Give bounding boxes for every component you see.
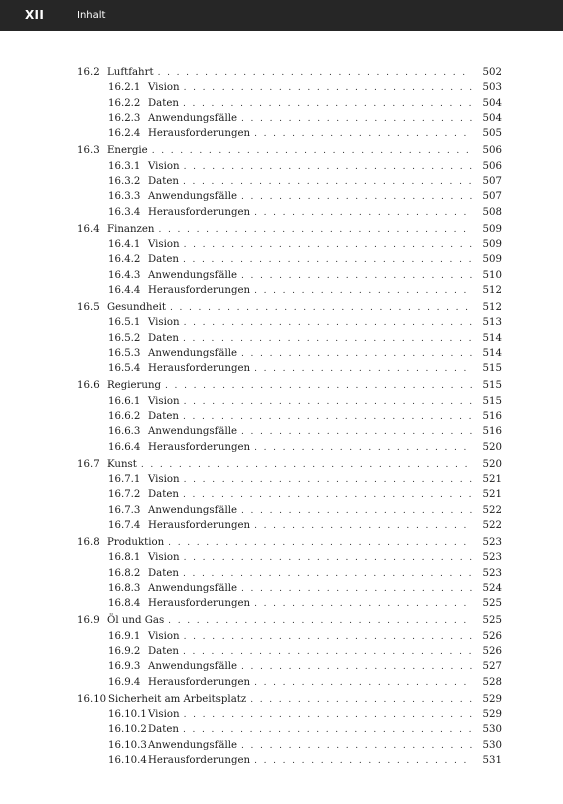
dot-leader: [254, 284, 472, 299]
entry-title: Anwendungsfälle: [148, 268, 241, 283]
entry-title: Herausforderungen: [148, 518, 254, 533]
entry-page-number: 504: [482, 113, 502, 125]
entry-title: Produktion: [107, 535, 168, 550]
dot-leader: [241, 112, 472, 127]
toc-subsection-entry[interactable]: [77, 80, 502, 95]
dot-leader: [250, 693, 472, 708]
entry-title: Anwendungsfälle: [148, 503, 241, 518]
toc-section-entry[interactable]: [77, 378, 502, 393]
entry-page-number: 506: [482, 160, 502, 172]
entry-title: Vision: [148, 629, 184, 644]
entry-title: Vision: [148, 394, 184, 409]
entry-number: 16.5: [77, 301, 100, 313]
entry-title: Sicherheit am Arbeitsplatz: [108, 692, 250, 707]
entry-number: 16.8.2: [108, 567, 141, 579]
entry-title: Daten: [148, 331, 183, 346]
toc-subsection-entry[interactable]: [77, 550, 502, 565]
dot-leader: [241, 425, 472, 440]
entry-page-number: 520: [482, 441, 502, 453]
entry-number: 16.7.3: [108, 504, 141, 516]
header-section-title: Inhalt: [77, 10, 106, 21]
entry-page-number: 516: [482, 426, 502, 438]
dot-leader: [254, 676, 472, 691]
entry-page-number: 510: [482, 269, 502, 281]
entry-number: 16.2: [77, 67, 100, 78]
entry-title: Anwendungsfälle: [148, 581, 241, 596]
entry-title: Daten: [148, 96, 183, 111]
dot-leader: [184, 630, 472, 645]
entry-number: 16.8: [77, 536, 100, 548]
toc-subsection-entry[interactable]: [77, 566, 502, 581]
toc-subsection-entry[interactable]: [77, 331, 502, 346]
entry-title: Daten: [148, 174, 183, 189]
dot-leader: [241, 739, 472, 754]
entry-page-number: 509: [482, 238, 502, 250]
entry-page-number: 529: [482, 708, 502, 720]
entry-page-number: 524: [482, 582, 502, 594]
entry-number: 16.2.4: [108, 128, 141, 140]
toc-subsection-entry[interactable]: [77, 707, 502, 722]
toc-subsection-entry[interactable]: [77, 268, 502, 283]
dot-leader: [254, 441, 472, 456]
dot-leader: [184, 708, 472, 723]
dot-leader: [184, 395, 472, 410]
entry-title: Vision: [148, 550, 184, 565]
entry-title: Herausforderungen: [148, 440, 254, 455]
entry-page-number: 522: [482, 504, 502, 516]
toc-subsection-entry[interactable]: [77, 96, 502, 111]
entry-title: Daten: [148, 644, 183, 659]
toc-section-entry[interactable]: [77, 457, 502, 472]
toc-subsection-entry[interactable]: [77, 675, 502, 690]
entry-title: Anwendungsfälle: [148, 659, 241, 674]
dot-leader: [241, 347, 472, 362]
entry-page-number: 516: [482, 410, 502, 422]
entry-number: 16.3.4: [108, 206, 141, 218]
dot-leader: [158, 66, 472, 81]
entry-title: Energie: [107, 143, 152, 158]
entry-page-number: 512: [482, 301, 502, 313]
dot-leader: [254, 754, 472, 769]
entry-title: Gesundheit: [107, 300, 170, 315]
toc-subsection-entry[interactable]: [77, 111, 502, 126]
entry-page-number: 521: [482, 473, 502, 485]
entry-title: Anwendungsfälle: [148, 189, 241, 204]
entry-page-number: 504: [482, 97, 502, 109]
entry-title: Anwendungsfälle: [148, 424, 241, 439]
toc-subsection-entry[interactable]: [77, 596, 502, 611]
entry-page-number: 525: [482, 598, 502, 610]
dot-leader: [183, 567, 472, 582]
entry-title: Anwendungsfälle: [148, 346, 241, 361]
entry-number: 16.9.3: [108, 661, 141, 673]
entry-number: 16.3: [77, 145, 100, 157]
entry-page-number: 525: [482, 615, 502, 627]
dot-leader: [254, 519, 472, 534]
toc-subsection-entry[interactable]: [77, 487, 502, 502]
entry-number: 16.9.1: [108, 630, 141, 642]
entry-page-number: 520: [482, 458, 502, 470]
entry-number: 16.10.4: [108, 754, 147, 766]
toc-subsection-entry[interactable]: [77, 361, 502, 376]
entry-page-number: 513: [482, 317, 502, 329]
dot-leader: [183, 645, 472, 660]
entry-title: Herausforderungen: [148, 205, 254, 220]
entry-page-number: 528: [482, 676, 502, 688]
entry-number: 16.5.4: [108, 363, 141, 375]
entry-number: 16.6.4: [108, 441, 141, 453]
dot-leader: [152, 144, 472, 159]
toc-subsection-entry[interactable]: [77, 424, 502, 439]
toc-subsection-entry[interactable]: [77, 738, 502, 753]
dot-leader: [183, 723, 472, 738]
toc-subsection-entry[interactable]: [77, 629, 502, 644]
entry-page-number: 522: [482, 519, 502, 531]
entry-page-number: 521: [482, 489, 502, 501]
toc-subsection-entry[interactable]: [77, 659, 502, 674]
entry-number: 16.6.2: [108, 410, 141, 422]
entry-number: 16.5.2: [108, 332, 141, 344]
toc-subsection-entry[interactable]: [77, 126, 502, 141]
dot-leader: [165, 379, 472, 394]
entry-number: 16.2.2: [108, 97, 141, 109]
entry-number: 16.7.1: [108, 473, 141, 485]
toc-section-entry[interactable]: [77, 300, 502, 315]
toc-subsection-entry[interactable]: [77, 753, 502, 768]
toc-subsection-entry[interactable]: [77, 315, 502, 330]
entry-number: 16.9.2: [108, 645, 141, 657]
entry-title: Herausforderungen: [148, 126, 254, 141]
entry-title: Vision: [148, 472, 184, 487]
dot-leader: [183, 332, 472, 347]
entry-page-number: 502: [482, 67, 502, 78]
entry-number: 16.10.1: [108, 708, 147, 720]
entry-number: 16.8.3: [108, 582, 141, 594]
dot-leader: [254, 597, 472, 612]
dot-leader: [168, 614, 472, 629]
toc-section-entry[interactable]: [77, 613, 502, 628]
entry-page-number: 523: [482, 552, 502, 564]
entry-title: Vision: [148, 237, 184, 252]
dot-leader: [184, 316, 472, 331]
entry-number: 16.3.2: [108, 176, 141, 187]
toc-subsection-entry[interactable]: [77, 644, 502, 659]
entry-page-number: 531: [482, 754, 502, 766]
entry-page-number: 523: [482, 567, 502, 579]
dot-leader: [141, 458, 472, 473]
entry-page-number: 527: [482, 661, 502, 673]
toc-subsection-entry[interactable]: [77, 394, 502, 409]
toc-subsection-entry[interactable]: [77, 503, 502, 518]
entry-number: 16.2.3: [108, 113, 141, 125]
dot-leader: [241, 269, 472, 284]
toc-subsection-entry[interactable]: [77, 283, 502, 298]
entry-page-number: 509: [482, 254, 502, 266]
entry-number: 16.5.3: [108, 347, 141, 359]
entry-title: Anwendungsfälle: [148, 111, 241, 126]
dot-leader: [241, 190, 472, 205]
entry-page-number: 503: [482, 82, 502, 94]
entry-page-number: 526: [482, 645, 502, 657]
entry-number: 16.6.1: [108, 395, 141, 407]
toc-subsection-entry[interactable]: [77, 159, 502, 174]
entry-title: Vision: [148, 159, 184, 174]
entry-number: 16.7.2: [108, 489, 141, 501]
entry-number: 16.3.3: [108, 191, 141, 203]
toc-section-entry[interactable]: [77, 692, 502, 707]
entry-title: Daten: [148, 252, 183, 267]
entry-number: 16.7.4: [108, 519, 141, 531]
entry-title: Herausforderungen: [148, 753, 254, 768]
dot-leader: [183, 97, 472, 112]
table-of-contents: [77, 65, 502, 768]
entry-number: 16.4.2: [108, 254, 141, 266]
entry-title: Anwendungsfälle: [148, 738, 241, 753]
entry-number: 16.4.3: [108, 269, 141, 281]
dot-leader: [184, 238, 472, 253]
entry-title: Vision: [148, 80, 184, 95]
entry-title: Vision: [148, 707, 184, 722]
entry-page-number: 514: [482, 347, 502, 359]
running-header: [0, 0, 563, 31]
toc-section-entry[interactable]: [77, 222, 502, 237]
entry-title: Finanzen: [107, 222, 158, 237]
entry-number: 16.7: [77, 458, 100, 470]
entry-number: 16.6: [77, 380, 100, 392]
entry-page-number: 507: [482, 191, 502, 203]
entry-title: Daten: [148, 409, 183, 424]
entry-page-number: 526: [482, 630, 502, 642]
toc-subsection-entry[interactable]: [77, 252, 502, 267]
entry-page-number: 508: [482, 206, 502, 218]
toc-subsection-entry[interactable]: [77, 581, 502, 596]
toc-subsection-entry[interactable]: [77, 237, 502, 252]
entry-number: 16.10.3: [108, 739, 147, 751]
dot-leader: [168, 536, 472, 551]
dot-leader: [254, 206, 472, 221]
dot-leader: [241, 660, 472, 675]
entry-number: 16.4.4: [108, 285, 141, 296]
entry-page-number: 515: [482, 363, 502, 375]
header-page-number: XII: [25, 8, 45, 22]
entry-page-number: 505: [482, 128, 502, 140]
entry-number: 16.3.1: [108, 160, 141, 172]
entry-page-number: 523: [482, 536, 502, 548]
entry-number: 16.4: [77, 223, 100, 235]
toc-section-entry[interactable]: [77, 143, 502, 158]
toc-subsection-entry[interactable]: [77, 518, 502, 533]
entry-title: Öl und Gas: [107, 613, 168, 628]
entry-title: Regierung: [107, 378, 165, 393]
entry-title: Herausforderungen: [148, 596, 254, 611]
toc-subsection-entry[interactable]: [77, 205, 502, 220]
entry-page-number: 512: [482, 285, 502, 296]
entry-page-number: 514: [482, 332, 502, 344]
toc-section-entry[interactable]: [77, 65, 502, 80]
dot-leader: [241, 504, 472, 519]
toc-subsection-entry[interactable]: [77, 174, 502, 189]
toc-subsection-entry[interactable]: [77, 722, 502, 737]
entry-page-number: 506: [482, 145, 502, 157]
toc-subsection-entry[interactable]: [77, 409, 502, 424]
dot-leader: [184, 473, 472, 488]
entry-page-number: 515: [482, 380, 502, 392]
entry-title: Herausforderungen: [148, 361, 254, 376]
entry-page-number: 509: [482, 223, 502, 235]
entry-title: Vision: [148, 315, 184, 330]
entry-number: 16.2.1: [108, 82, 141, 94]
toc-subsection-entry[interactable]: [77, 189, 502, 204]
entry-number: 16.5.1: [108, 317, 141, 329]
entry-number: 16.6.3: [108, 426, 141, 438]
entry-number: 16.10: [77, 693, 107, 705]
entry-number: 16.9: [77, 615, 100, 627]
entry-number: 16.4.1: [108, 238, 141, 250]
toc-subsection-entry[interactable]: [77, 472, 502, 487]
dot-leader: [241, 582, 472, 597]
entry-title: Kunst: [107, 457, 141, 472]
dot-leader: [254, 127, 472, 142]
toc-subsection-entry[interactable]: [77, 440, 502, 455]
entry-page-number: 530: [482, 724, 502, 736]
dot-leader: [183, 488, 472, 503]
entry-title: Luftfahrt: [107, 65, 158, 80]
dot-leader: [170, 301, 472, 316]
dot-leader: [183, 410, 472, 425]
entry-title: Daten: [148, 722, 183, 737]
entry-number: 16.10.2: [108, 724, 147, 736]
entry-page-number: 507: [482, 176, 502, 187]
entry-title: Daten: [148, 566, 183, 581]
entry-number: 16.8.1: [108, 552, 141, 564]
entry-page-number: 530: [482, 739, 502, 751]
entry-number: 16.9.4: [108, 676, 141, 688]
dot-leader: [183, 175, 472, 190]
entry-number: 16.8.4: [108, 598, 141, 610]
dot-leader: [184, 551, 472, 566]
dot-leader: [254, 362, 472, 377]
entry-page-number: 515: [482, 395, 502, 407]
entry-title: Herausforderungen: [148, 675, 254, 690]
dot-leader: [183, 253, 472, 268]
entry-page-number: 529: [482, 693, 502, 705]
dot-leader: [184, 160, 472, 175]
dot-leader: [184, 81, 472, 96]
dot-leader: [158, 223, 472, 238]
entry-title: Daten: [148, 487, 183, 502]
entry-title: Herausforderungen: [148, 283, 254, 298]
toc-subsection-entry[interactable]: [77, 346, 502, 361]
toc-section-entry[interactable]: [77, 535, 502, 550]
